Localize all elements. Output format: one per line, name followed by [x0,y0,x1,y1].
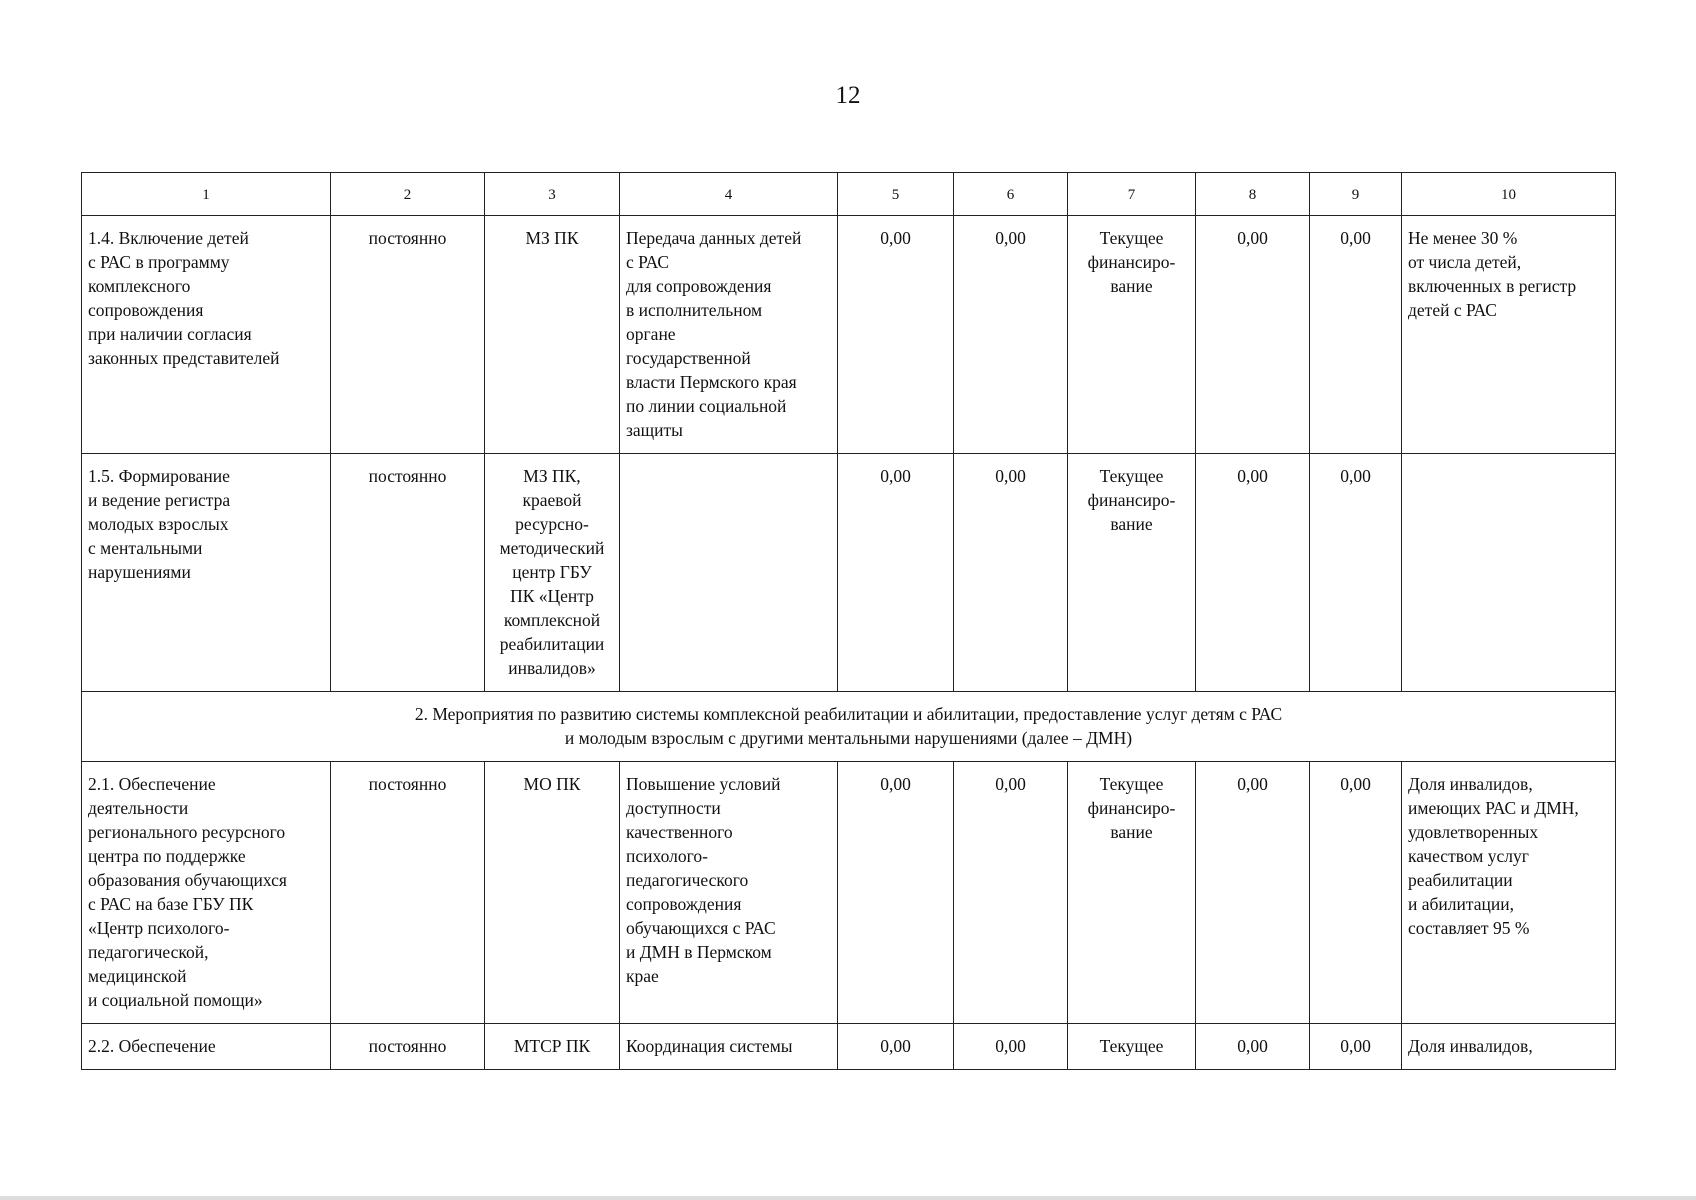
text-line: финансиро- [1087,490,1176,510]
text-line: Координация системы [626,1036,793,1056]
text-line: с РАС [626,252,670,272]
text-line: 0,00 [880,1036,911,1056]
value-cell [1196,762,1310,1024]
text-line: вание [1110,514,1153,534]
column-header: 4 [620,173,838,216]
value-cell [1310,1024,1402,1070]
text-line: с РАС на базе ГБУ ПК [88,894,254,914]
column-header: 1 [82,173,331,216]
text-line: нарушениями [88,562,191,582]
responsible-cell [485,762,620,1024]
text-line: органе [626,324,676,344]
description-cell [620,216,838,454]
text-line: крае [626,966,659,986]
scan-edge [0,1196,1696,1200]
description-cell [620,1024,838,1070]
text-line: 1.5. Формирование [88,466,230,486]
text-line: центр ГБУ [512,562,592,582]
responsible-cell [485,454,620,692]
column-header: 6 [954,173,1068,216]
column-header: 5 [838,173,954,216]
text-line: 2. Мероприятия по развитию системы комплексной реабилитации и абилитации, предоставление услуг детям с РАС [414,704,1283,724]
column-header: 2 [331,173,485,216]
value-cell [1310,762,1402,1024]
text-line: постоянно [368,1036,447,1056]
text-line: 0,00 [995,228,1026,248]
text-line: Текущее [1099,774,1164,794]
measure-name-cell [82,762,331,1024]
column-number-row [82,173,1616,216]
text-line: краевой [522,490,582,510]
text-line: 2.1. Обеспечение [88,774,216,794]
funding-source-cell [1068,762,1196,1024]
responsible-cell [485,1024,620,1070]
text-line: 0,00 [1237,466,1268,486]
text-line: ПК «Центр [510,586,594,606]
deadline-cell [331,762,485,1024]
text-line: 0,00 [995,774,1026,794]
text-line: и социальной помощи» [88,990,263,1010]
text-line: государственной [626,348,751,368]
text-line: Текущее [1099,1036,1164,1056]
text-line: комплексной [503,610,601,630]
text-line: 1.4. Включение детей [88,228,249,248]
column-header: 10 [1402,173,1616,216]
text-line: власти Пермского края [626,372,797,392]
column-header: 7 [1068,173,1196,216]
page-number: 12 [835,82,861,109]
value-cell [954,762,1068,1024]
value-cell [1310,454,1402,692]
text-line: 2.2. Обеспечение [88,1036,216,1056]
value-cell [1196,216,1310,454]
text-line: составляет 95 % [1408,918,1530,938]
text-line: «Центр психолого- [88,918,230,938]
measures-table [81,172,1616,1070]
text-line: постоянно [368,466,447,486]
deadline-cell [331,1024,485,1070]
measure-name-cell [82,454,331,692]
text-line: ресурсно- [515,514,589,534]
text-line: деятельности [88,798,189,818]
text-line: регионального ресурсного [88,822,286,842]
text-line: 0,00 [995,1036,1026,1056]
text-line: финансиро- [1087,798,1176,818]
column-header: 3 [485,173,620,216]
text-line: 0,00 [880,774,911,794]
text-line: и ДМН в Пермском [626,942,772,962]
text-line: включенных в регистр [1408,276,1577,296]
text-line: с ментальными [88,538,203,558]
indicator-cell [1402,1024,1616,1070]
column-header: 8 [1196,173,1310,216]
text-line: центра по поддержке [88,846,246,866]
section-heading [82,692,1616,762]
text-line: и молодым взрослым с другими ментальными нарушениями (далее – ДМН) [564,728,1133,748]
funding-source-cell [1068,1024,1196,1070]
text-line: постоянно [368,228,447,248]
text-line: педагогического [626,870,749,890]
text-line: удовлетворенных [1408,822,1539,842]
text-line: обучающихся с РАС [626,918,776,938]
text-line: качеством услуг [1408,846,1529,866]
value-cell [954,454,1068,692]
text-line: методический [499,538,605,558]
text-line: Доля инвалидов, [1408,774,1533,794]
text-line: качественного [626,822,733,842]
text-line: защиты [626,420,683,440]
text-line: вание [1110,276,1153,296]
text-line: МЗ ПК, [523,466,581,486]
text-line: Передача данных детей [626,228,802,248]
text-line: МО ПК [523,774,581,794]
description-cell [620,762,838,1024]
responsible-cell [485,216,620,454]
deadline-cell [331,454,485,692]
text-line: по линии социальной [626,396,787,416]
text-line: 0,00 [1237,774,1268,794]
text-line: 0,00 [1340,466,1371,486]
text-line: имеющих РАС и ДМН, [1408,798,1579,818]
text-line: медицинской [88,966,187,986]
text-line: для сопровождения [626,276,772,296]
indicator-cell [1402,762,1616,1024]
text-line: 0,00 [880,228,911,248]
text-line: и абилитации, [1408,894,1514,914]
text-line: Текущее [1099,228,1164,248]
text-line: педагогической, [88,942,209,962]
indicator-cell [1402,216,1616,454]
section-heading-row [82,692,1616,762]
value-cell [954,216,1068,454]
text-line: 0,00 [1340,774,1371,794]
text-line: 0,00 [1340,228,1371,248]
indicator-cell [1402,454,1616,692]
deadline-cell [331,216,485,454]
value-cell [954,1024,1068,1070]
text-line: 0,00 [995,466,1026,486]
text-line: психолого- [626,846,708,866]
text-line: вание [1110,822,1153,842]
value-cell [838,1024,954,1070]
text-line: от числа детей, [1408,252,1522,272]
table-row [82,762,1616,1024]
text-line: комплексного [88,276,191,296]
value-cell [838,216,954,454]
value-cell [1310,216,1402,454]
measure-name-cell [82,216,331,454]
description-cell [620,454,838,692]
text-line: Повышение условий [626,774,781,794]
text-line: 0,00 [1237,1036,1268,1056]
text-line: инвалидов» [508,658,596,678]
text-line: реабилитации [1408,870,1513,890]
text-line: доступности [626,798,721,818]
text-line: молодых взрослых [88,514,229,534]
value-cell [1196,454,1310,692]
text-line: МЗ ПК [525,228,579,248]
funding-source-cell [1068,454,1196,692]
text-line: 0,00 [1340,1036,1371,1056]
measure-name-cell [82,1024,331,1070]
text-line: законных представителей [88,348,280,368]
text-line: МТСР ПК [513,1036,591,1056]
text-line: в исполнительном [626,300,763,320]
text-line: Доля инвалидов, [1408,1036,1533,1056]
table-row [82,454,1616,692]
text-line: финансиро- [1087,252,1176,272]
text-line: сопровождения [626,894,742,914]
text-line: и ведение регистра [88,490,231,510]
text-line: реабилитации [499,634,605,654]
column-header: 9 [1310,173,1402,216]
value-cell [838,454,954,692]
text-line: Не менее 30 % [1408,228,1518,248]
text-line: 0,00 [1237,228,1268,248]
text-line: сопровождения [88,300,204,320]
value-cell [1196,1024,1310,1070]
text-line: детей с РАС [1408,300,1497,320]
text-line: 0,00 [880,466,911,486]
text-line: при наличии согласия [88,324,252,344]
text-line: образования обучающихся [88,870,287,890]
text-line: постоянно [368,774,447,794]
text-line: Текущее [1099,466,1164,486]
value-cell [838,762,954,1024]
text-line: с РАС в программу [88,252,230,272]
table-row [82,1024,1616,1070]
table-row [82,216,1616,454]
funding-source-cell [1068,216,1196,454]
